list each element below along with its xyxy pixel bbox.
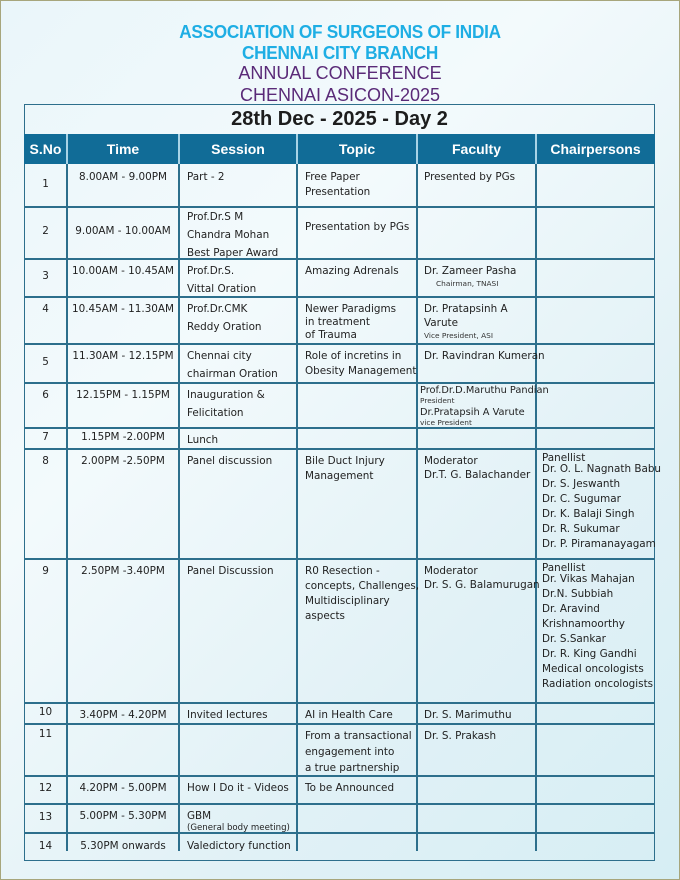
session-text: Prof.Dr.S M <box>187 211 244 223</box>
session-text: Lunch <box>187 434 219 446</box>
session-text: Prof.Dr.CMK <box>187 303 248 315</box>
faculty-text: Dr. Ravindran Kumeran <box>424 350 545 362</box>
row-sno: 12 <box>38 782 53 794</box>
row-sno: 10 <box>38 706 53 718</box>
row-divider <box>24 558 655 560</box>
col-header-topic: Topic <box>338 141 376 157</box>
session-text: Best Paper Award <box>187 247 279 259</box>
header-divider <box>178 134 180 164</box>
row-sno: 9 <box>42 565 49 577</box>
chairperson-text: Dr. Vikas Mahajan <box>542 573 635 585</box>
row-divider <box>24 296 655 298</box>
topic-text: Newer Paradigms <box>305 303 397 315</box>
row-divider <box>24 382 655 384</box>
topic-text: concepts, Challenges, <box>305 580 420 592</box>
faculty-text: Dr. Pratapsinh A <box>424 303 508 315</box>
session-text: chairman Oration <box>187 368 278 380</box>
row-sno: 3 <box>42 270 49 282</box>
faculty-role: President <box>420 396 455 405</box>
row-sno: 11 <box>38 728 53 740</box>
faculty-text: Presented by PGs <box>424 171 516 183</box>
col-header-chairpersons: Chairpersons <box>550 141 641 157</box>
session-text: Reddy Oration <box>187 321 262 333</box>
topic-text: in treatment <box>305 316 370 328</box>
chairperson-text: Dr. S.Sankar <box>542 633 606 645</box>
row-time: 5.00PM - 5.30PM <box>79 810 167 822</box>
faculty-text: Prof.Dr.D.Maruthu Pandian <box>420 385 549 396</box>
row-sno: 4 <box>42 303 49 315</box>
row-time: 2.50PM -3.40PM <box>81 565 165 577</box>
org-name: ASSOCIATION OF SURGEONS OF INDIA <box>179 21 501 42</box>
chairperson-text: Dr.N. Subbiah <box>542 588 614 600</box>
session-text: Invited lectures <box>187 709 268 721</box>
topic-text: Presentation <box>305 186 371 198</box>
session-text: Prof.Dr.S. <box>187 265 235 277</box>
session-text: Panel discussion <box>187 455 273 467</box>
faculty-text: Moderator <box>424 455 478 467</box>
session-text: Valedictory function <box>187 840 291 852</box>
org-branch: CHENNAI CITY BRANCH <box>241 42 439 63</box>
faculty-role: vice President <box>420 418 472 427</box>
topic-text: aspects <box>305 610 345 622</box>
topic-text: of Trauma <box>305 329 357 341</box>
row-time: 1.15PM -2.00PM <box>81 431 165 443</box>
row-divider <box>24 803 655 805</box>
row-time: 12.15PM - 1.15PM <box>76 389 170 401</box>
session-text: Felicitation <box>187 407 244 419</box>
row-divider <box>24 702 655 704</box>
chairperson-text: Krishnamoorthy <box>542 618 625 630</box>
chairperson-text: Panellist <box>542 452 586 464</box>
faculty-text: Dr. S. Marimuthu <box>424 709 512 721</box>
row-sno: 13 <box>38 811 53 823</box>
session-text: Chennai city <box>187 350 252 362</box>
session-text: Vittal Oration <box>187 283 257 295</box>
session-text: Panel Discussion <box>187 565 274 577</box>
row-sno: 7 <box>42 431 49 443</box>
header-divider <box>66 134 68 164</box>
topic-text: Free Paper <box>305 171 360 183</box>
faculty-text: Varute <box>424 317 458 329</box>
chairperson-text: Dr. O. L. Nagnath Babu <box>542 463 662 475</box>
faculty-text: Dr.T. G. Balachander <box>424 469 531 481</box>
topic-text: Multidisciplinary <box>305 595 390 607</box>
topic-text: Amazing Adrenals <box>305 265 399 277</box>
col-header-time: Time <box>106 141 140 157</box>
topic-text: Obesity Management <box>305 365 417 377</box>
column-divider <box>535 164 537 851</box>
session-text: Part - 2 <box>187 171 225 183</box>
chairperson-text: Dr. R. Sukumar <box>542 523 620 535</box>
row-divider <box>24 832 655 834</box>
row-divider <box>24 206 655 208</box>
chairperson-text: Dr. C. Sugumar <box>542 493 621 505</box>
topic-text: From a transactional <box>305 730 412 742</box>
col-header-sno: S.No <box>29 141 62 157</box>
date-title: 28th Dec - 2025 - Day 2 <box>231 108 448 130</box>
faculty-text: Dr. S. G. Balamurugan <box>424 579 540 591</box>
chairperson-text: Dr. Aravind <box>542 603 600 615</box>
col-header-faculty: Faculty <box>451 141 501 157</box>
topic-text: R0 Resection - <box>305 565 380 577</box>
row-divider <box>24 343 655 345</box>
row-time: 9.00AM - 10.00AM <box>75 225 171 237</box>
header-divider <box>535 134 537 164</box>
column-divider <box>296 164 298 851</box>
event-type: ANNUAL CONFERENCE <box>238 63 442 83</box>
chairperson-text: Dr. P. Piramanayagam <box>542 538 656 550</box>
column-divider <box>416 164 418 851</box>
faculty-text: Dr. S. Prakash <box>424 730 497 742</box>
event-name: CHENNAI ASICON-2025 <box>239 85 441 105</box>
topic-text: engagement into <box>305 746 395 758</box>
chairperson-text: Radiation oncologists <box>542 678 654 690</box>
row-time: 8.00AM - 9.00PM <box>79 171 167 183</box>
faculty-text: Dr. Zameer Pasha <box>424 265 517 277</box>
chairperson-text: Panellist <box>542 562 586 574</box>
faculty-text: Dr.Pratapsih A Varute <box>420 407 525 418</box>
chairperson-text: Dr. S. Jeswanth <box>542 478 621 490</box>
header-divider <box>296 134 298 164</box>
row-time: 4.20PM - 5.00PM <box>79 782 167 794</box>
row-divider <box>24 258 655 260</box>
faculty-role: Chairman, TNASI <box>436 279 499 288</box>
row-sno: 8 <box>42 455 49 467</box>
row-divider <box>24 723 655 725</box>
row-time: 5.30PM onwards <box>80 840 166 852</box>
row-time: 10.45AM - 11.30AM <box>72 303 174 315</box>
row-time: 3.40PM - 4.20PM <box>79 709 167 721</box>
row-time: 10.00AM - 10.45AM <box>72 265 174 277</box>
row-time: 11.30AM - 12.15PM <box>72 350 174 362</box>
row-time: 2.00PM -2.50PM <box>81 455 165 467</box>
chairperson-text: Dr. R. King Gandhi <box>542 648 637 660</box>
session-text: Inauguration & <box>187 389 265 401</box>
row-sno: 5 <box>42 356 49 368</box>
row-sno: 14 <box>38 840 53 852</box>
topic-text: Role of incretins in <box>305 350 402 362</box>
row-sno: 1 <box>42 178 49 190</box>
faculty-role: Vice President, ASI <box>424 331 494 340</box>
row-sno: 2 <box>42 225 49 237</box>
topic-text: Bile Duct Injury <box>305 455 385 467</box>
topic-text: a true partnership <box>305 762 400 774</box>
header-divider <box>416 134 418 164</box>
row-divider <box>24 427 655 429</box>
session-text: How I Do it - Videos <box>187 782 289 794</box>
topic-text: AI in Health Care <box>305 709 393 721</box>
row-divider <box>24 448 655 450</box>
chairperson-text: Dr. K. Balaji Singh <box>542 508 635 520</box>
session-note: (General body meeting) <box>187 823 290 833</box>
topic-text: To be Announced <box>305 782 395 794</box>
session-text: Chandra Mohan <box>187 229 270 241</box>
chairperson-text: Medical oncologists <box>542 663 644 675</box>
col-header-session: Session <box>211 141 265 157</box>
table-header <box>24 134 655 164</box>
faculty-text: Moderator <box>424 565 478 577</box>
topic-text: Management <box>305 470 374 482</box>
row-sno: 6 <box>42 389 49 401</box>
session-text: GBM <box>187 810 212 822</box>
topic-text: Presentation by PGs <box>305 221 410 233</box>
